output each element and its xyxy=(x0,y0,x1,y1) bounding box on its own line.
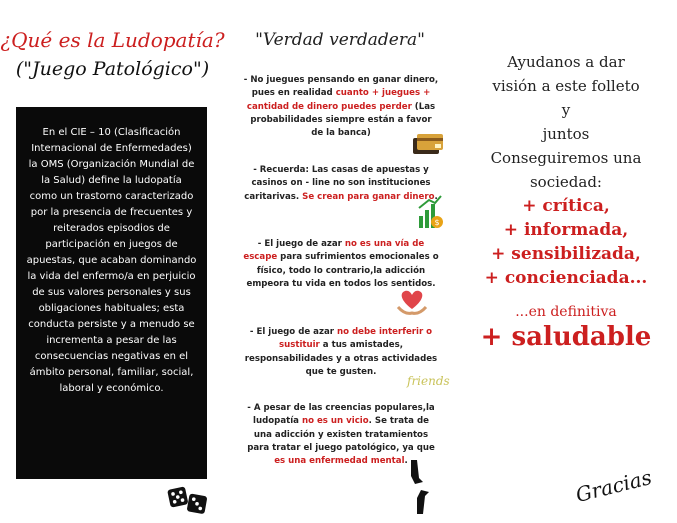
tip-5-text-end: . xyxy=(404,456,408,467)
call-line-3: y xyxy=(561,101,571,119)
tip-3 xyxy=(243,238,439,291)
call-line-4: juntos xyxy=(542,125,590,143)
middle-panel xyxy=(225,0,455,523)
page-subtitle: ("Juego Patológico") xyxy=(15,58,210,80)
call-line-5: Conseguiremos una xyxy=(490,149,642,167)
tip-3-text-end: para sufrimientos emocionales o físico, todo lo contrario,la adicción empeora tu vida en todos los sentidos. xyxy=(246,252,439,289)
right-panel xyxy=(455,0,677,523)
tip-5-highlight: no es un vicio xyxy=(301,416,369,427)
value-informada: + informada, xyxy=(503,220,629,240)
tip-1-text: - No juegues pensando en ganar dinero, pues en realidad xyxy=(243,75,439,99)
call-line-1: Ayudanos a dar xyxy=(507,53,625,71)
left-panel xyxy=(0,0,225,523)
definition-box xyxy=(16,107,207,479)
tip-4-text: - El juego de azar xyxy=(249,327,337,337)
value-concienciada: + concienciada... xyxy=(484,268,648,288)
friends-label: friends xyxy=(407,374,450,388)
definition-text: En el CIE – 10 (Clasificación Internacional de Enfermedades) la OMS (Organización Mundial de la Salud) define la ludopatía como un trastorno caracterizado por la presencia de frecuentes y reiterados episodios de participación en juegos de apuestas, que acaban dominando la vida del enfermo/a en perjuicio de sus valores personales y sus obligaciones habituales; esta conducta persiste y a menudo se incrementa a pesar de las consecuencias negativas en el ámbito personal, familiar, social, laboral y económico. xyxy=(26,127,197,394)
svg-text:$: $ xyxy=(434,218,440,227)
gracias-signature: Gracias xyxy=(573,465,655,507)
tip-5-highlight-2: es una enfermedad mental xyxy=(274,456,405,467)
page-title: ¿Qué es la Ludopatía? xyxy=(0,28,225,52)
tip-1-text-end: (Las probabilidades siempre están a favor de la banca) xyxy=(250,101,436,139)
money-cards-icon xyxy=(411,130,447,158)
value-sensibilizada: + sensibilizada, xyxy=(491,244,641,264)
tip-5-text-mid: . Se trata de una adicción y existen tratamientos para tratar el juego patológico, ya que xyxy=(247,416,435,453)
call-line-6: sociedad: xyxy=(529,173,602,191)
helping-hands-icon xyxy=(403,458,433,516)
tip-4-text-end: a tus amistades, responsabilidades y a otras actividades que te gusten. xyxy=(244,340,438,377)
dice-icon xyxy=(166,484,210,518)
tip-4 xyxy=(243,326,439,379)
value-critica: + crítica, xyxy=(522,196,610,216)
growth-chart-icon xyxy=(417,191,443,230)
tip-2 xyxy=(243,164,439,204)
tip-3-highlight: no es una vía de escape xyxy=(243,239,425,263)
tip-2-highlight: Se crean para ganar dinero xyxy=(302,191,435,202)
tip-2-text-end: . xyxy=(434,191,438,202)
heart-hands-icon xyxy=(395,287,429,317)
call-line-2: visión a este folleto xyxy=(492,77,640,95)
tip-4-highlight: no debe interferir o sustituir xyxy=(278,327,433,351)
saludable-label: + saludable xyxy=(480,322,652,352)
section-title: "Verdad verdadera" xyxy=(255,30,425,50)
tip-1 xyxy=(243,74,439,140)
definitiva-label: ...en definitiva xyxy=(515,304,617,320)
tip-3-text: - El juego de azar xyxy=(257,239,345,249)
tip-1-highlight: cuanto + juegues + cantidad de dinero puedes perder xyxy=(246,88,431,112)
tip-2-text: - Recuerda: Las casas de apuestas y casinos on - line no son instituciones caritarivas. xyxy=(244,165,431,202)
tip-5-text: - A pesar de las creencias populares,la ludopatía xyxy=(247,403,435,427)
